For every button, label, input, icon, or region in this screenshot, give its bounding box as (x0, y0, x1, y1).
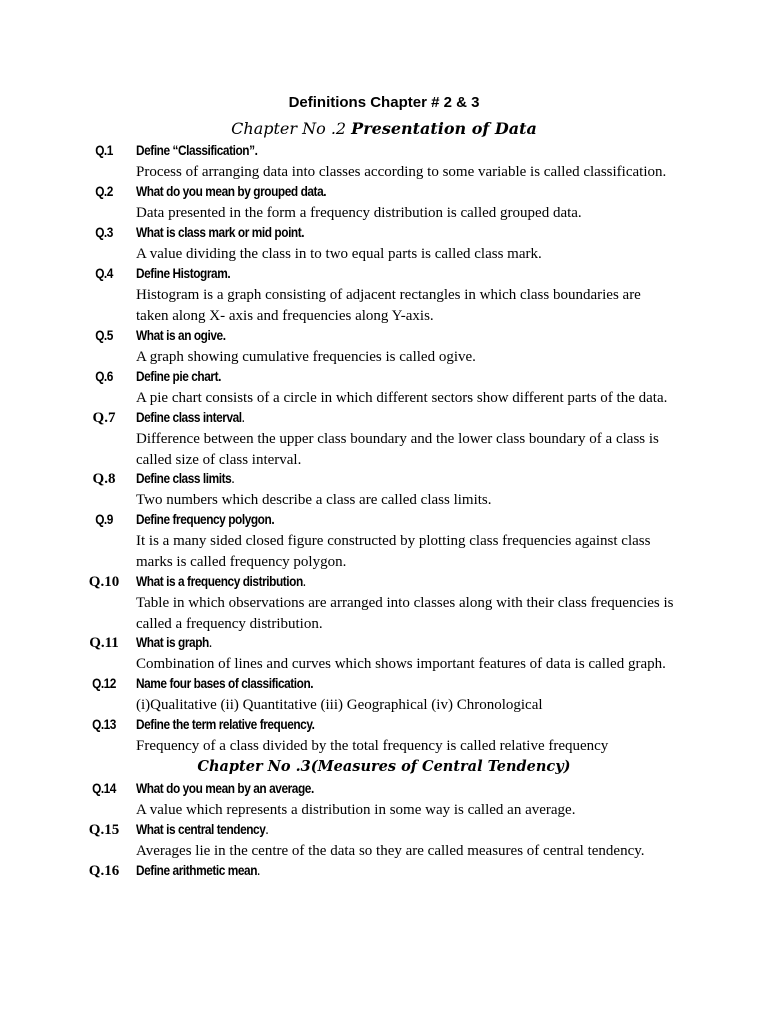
question-label: Define frequency polygon. (136, 512, 275, 527)
question-number: Q.2 (95, 184, 113, 199)
question-number: Q.7 (92, 410, 116, 426)
question-number: Q.9 (95, 512, 113, 527)
question-label: Define arithmetic mean (136, 863, 258, 878)
chapter-3-heading (0, 758, 768, 775)
document-title: Definitions Chapter # 2 & 3 (288, 94, 480, 111)
question-row (0, 266, 768, 286)
question-row (0, 717, 768, 737)
question-label: What is a frequency distribution (136, 574, 303, 589)
question-number: Q.12 (92, 676, 116, 691)
question-text (136, 410, 245, 427)
question-text (136, 822, 268, 839)
question-row (0, 143, 768, 163)
question-row (0, 410, 768, 430)
question-text (136, 781, 314, 798)
chapter-3-name: (Measures of Central Tendency) (310, 758, 571, 775)
answer-line: A value dividing the class in to two equal parts is called class mark. (136, 246, 542, 262)
question-row (0, 781, 768, 801)
question-text (136, 184, 326, 201)
question-row (0, 225, 768, 245)
question-number: Q.3 (95, 225, 113, 240)
question-number: Q.4 (95, 266, 113, 281)
question-label: Define pie chart. (136, 369, 221, 384)
question-text (136, 717, 314, 734)
question-text (136, 225, 304, 242)
question-label: What is class mark or mid point. (136, 225, 305, 240)
answer-line: Data presented in the form a frequency distribution is called grouped data. (136, 205, 582, 221)
answer-line: Two numbers which describe a class are called class limits. (136, 492, 492, 508)
question-tail: . (208, 635, 212, 651)
question-tail: . (302, 574, 306, 590)
question-number: Q.1 (95, 143, 113, 158)
question-tail: . (241, 410, 245, 426)
answer-line: A value which represents a distribution in some way is called an average. (136, 802, 576, 818)
answer-line: Difference between the upper class boundary and the lower class boundary of a class is (136, 431, 659, 447)
question-text (136, 369, 221, 386)
question-tail: . (265, 822, 269, 838)
question-row (0, 635, 768, 655)
answer-line: Frequency of a class divided by the total frequency is called relative frequency (136, 738, 609, 754)
question-number: Q.6 (95, 369, 113, 384)
answer-line: Combination of lines and curves which shows important features of data is called graph. (136, 656, 666, 672)
question-tail: . (231, 471, 235, 487)
answer-line: Process of arranging data into classes according to some variable is called classification. (136, 164, 667, 180)
question-row (0, 328, 768, 348)
question-label: Define the term relative frequency. (136, 717, 315, 732)
question-tail: . (257, 863, 260, 879)
chapter-2-prefix: Chapter No .2 (231, 119, 352, 138)
question-label: Define “Classification”. (136, 143, 258, 158)
question-label: What is an ogive. (136, 328, 226, 343)
question-text (136, 635, 212, 652)
answer-line: Averages lie in the centre of the data so they are called measures of central tendency. (136, 843, 645, 859)
question-number: Q.16 (88, 863, 120, 879)
question-number: Q.5 (95, 328, 113, 343)
question-text (136, 266, 230, 283)
answer-line: Histogram is a graph consisting of adjacent rectangles in which class boundaries are (136, 287, 641, 303)
answer-line: It is a many sided closed figure constructed by plotting class frequencies against class (136, 533, 651, 549)
question-number: Q.8 (92, 471, 116, 487)
answer-line: called a frequency distribution. (136, 616, 323, 632)
answer-line: A pie chart consists of a circle in which different sectors show different parts of the data. (136, 390, 668, 406)
answer-line: A graph showing cumulative frequencies is called ogive. (136, 349, 476, 365)
question-row (0, 676, 768, 696)
answer-line: (i)Qualitative (ii) Quantitative (iii) Geographical (iv) Chronological (136, 697, 543, 713)
question-number: Q.15 (88, 822, 120, 838)
question-number: Q.14 (92, 781, 116, 796)
question-row (0, 512, 768, 532)
question-label: Define Histogram. (136, 266, 231, 281)
question-text (136, 143, 257, 160)
question-number: Q.10 (88, 574, 120, 590)
question-text (136, 512, 274, 529)
question-text (136, 574, 306, 591)
question-label: Define class interval (136, 410, 242, 425)
question-text (136, 676, 313, 693)
question-row (0, 863, 768, 883)
question-text (136, 863, 260, 880)
chapter-2-heading (0, 119, 768, 138)
answer-line: called size of class interval. (136, 452, 302, 468)
answer-line: Table in which observations are arranged into classes along with their class frequencies is (136, 595, 674, 611)
question-row (0, 184, 768, 204)
question-row (0, 471, 768, 491)
question-label: Define class limits (136, 471, 232, 486)
question-text (136, 328, 226, 345)
chapter-3-prefix: Chapter No .3 (197, 758, 311, 775)
question-row (0, 369, 768, 389)
question-number: Q.13 (92, 717, 116, 732)
question-row (0, 574, 768, 594)
question-row (0, 822, 768, 842)
answer-line: taken along X- axis and frequencies along Y-axis. (136, 308, 434, 324)
chapter-2-name: Presentation of Data (351, 119, 537, 138)
question-label: What do you mean by grouped data. (136, 184, 327, 199)
question-number: Q.11 (89, 635, 119, 651)
question-label: What is graph (136, 635, 209, 650)
question-label: What do you mean by an average. (136, 781, 314, 796)
question-label: What is central tendency (136, 822, 266, 837)
question-text (136, 471, 234, 488)
question-label: Name four bases of classification. (136, 676, 314, 691)
answer-line: marks is called frequency polygon. (136, 554, 347, 570)
